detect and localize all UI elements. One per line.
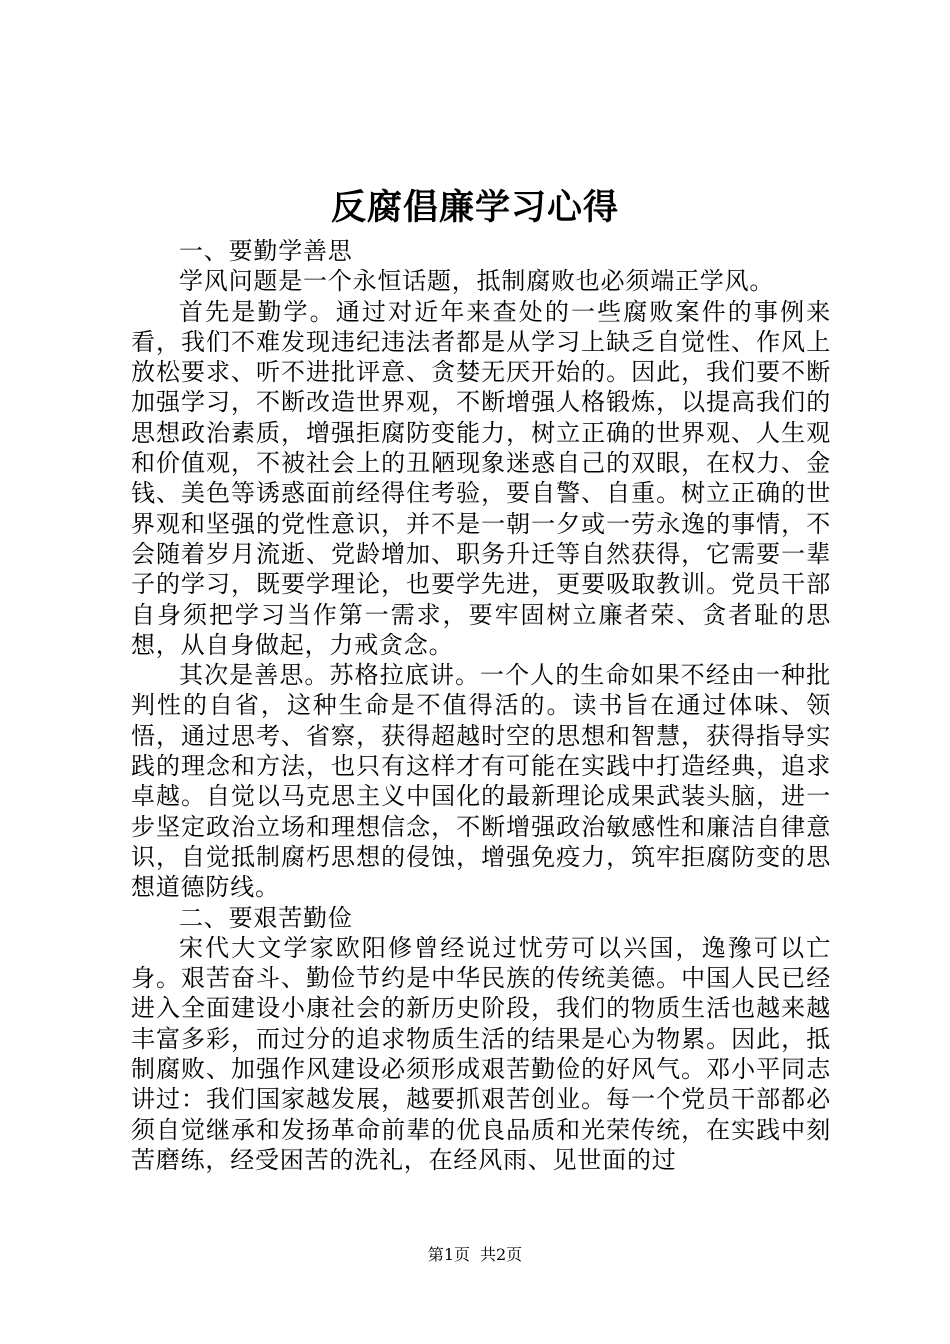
section-heading-2: 二、要艰苦勤俭 xyxy=(179,903,353,932)
total-page-count: 共2页 xyxy=(480,1245,523,1264)
current-page-number: 第1页 xyxy=(427,1245,470,1264)
section-heading-1: 一、要勤学善思 xyxy=(179,237,353,265)
document-title: 反腐倡廉学习心得 xyxy=(330,187,619,228)
paragraph: 首先是勤学。通过对近年来查处的一些腐败案件的事例来看，我们不难发现违纪违法者都是从学习上缺乏自觉性、作风上放松要求、听不进批评意、贪婪无厌开始的。因此，我们要不断加强学习，不断改造世界观，不断增强人格锻炼，以提高我们的思想政治素质，增强拒腐防变能力，树立正确的世界观、人生观和价值观，不被社会上的丑陋现象迷惑自己的双眼，在权力、金钱、美色等诱惑面前经得住考验，要自警、自重。树立正确的世界观和坚强的党性意识，并不是一朝一夕或一劳永逸的事情，不会随着岁月流逝、党龄增加、职务升迁等自然获得，它需要一辈子的学习，既要学理论，也要学先进，更要吸取教训。党员干部自身须把学习当作第一需求，要牢固树立廉者荣、贪者耻的思想，从自身做起，力戒贪念。 xyxy=(131,297,831,659)
page-footer xyxy=(0,1245,950,1265)
paragraph: 学风问题是一个永恒话题，抵制腐败也必须端正学风。 xyxy=(179,267,775,296)
document-body xyxy=(131,236,831,1175)
paragraph: 宋代大文学家欧阳修曾经说过忧劳可以兴国，逸豫可以亡身。艰苦奋斗、勤俭节约是中华民族的传统美德。中国人民已经进入全面建设小康社会的新历史阶段，我们的物质生活也越来越丰富多彩，而过分的追求物质生活的结果是心为物累。因此，抵制腐败、加强作风建设必须形成艰苦勤俭的好风气。邓小平同志讲过：我们国家越发展，越要抓艰苦创业。每一个党员干部都必须自觉继承和发扬革命前辈的优良品质和光荣传统，在实践中刻苦磨练，经受困苦的洗礼，在经风雨、见世面的过 xyxy=(131,933,831,1174)
paragraph: 其次是善思。苏格拉底讲。一个人的生命如果不经由一种批判性的自省，这种生命是不值得活的。读书旨在通过体味、领悟，通过思考、省察，获得超越时空的思想和智慧，获得指导实践的理念和方法，也只有这样才有可能在实践中打造经典，追求卓越。自觉以马克思主义中国化的最新理论成果武装头脑，进一步坚定政治立场和理想信念，不断增强政治敏感性和廉洁自律意识，自觉抵制腐朽思想的侵蚀，增强免疫力，筑牢拒腐防变的思想道德防线。 xyxy=(131,661,831,902)
